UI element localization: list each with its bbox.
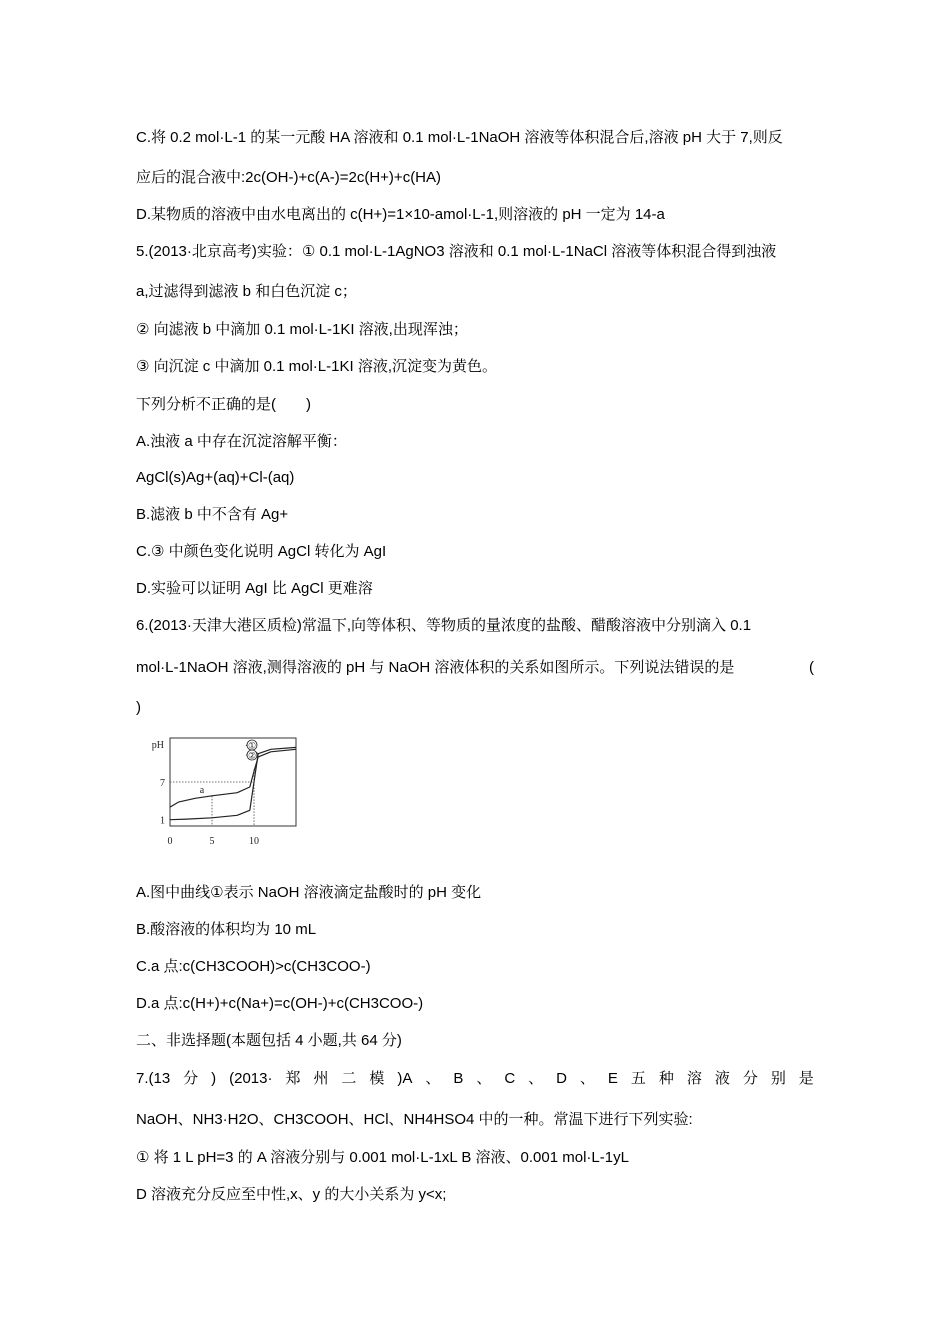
answer-paren-close: ) <box>136 699 141 716</box>
question-7-token: ) <box>211 1070 217 1087</box>
question-6-line-1: 6.(2013·天津大港区质检)常温下,向等体积、等物质的量浓度的盐酸、醋酸溶液中分别滴入 0.1 <box>136 617 752 634</box>
titration-chart <box>146 732 306 850</box>
y-axis-label: pH <box>151 740 164 751</box>
question-7-token: (2013· <box>229 1070 273 1087</box>
question-6-line-2-text: mol·L-1NaOH 溶液,测得溶液的 pH 与 NaOH 溶液体积的关系如图所示。下列说法错误的是 <box>136 659 735 676</box>
question-7-token: 州 <box>313 1070 329 1087</box>
x-tick-label: 0 <box>167 836 173 847</box>
question-7-token: 郑 <box>285 1070 301 1087</box>
question-7-token: 、 <box>579 1070 595 1087</box>
question-5-option-a: A.浊液 a 中存在沉淀溶解平衡： <box>136 433 347 450</box>
series-label: ② <box>247 750 257 761</box>
question-7-token: C <box>504 1070 516 1087</box>
series-label: ① <box>247 740 257 751</box>
question-7-token: 二 <box>341 1070 357 1087</box>
question-7-token: 、 <box>425 1070 441 1087</box>
question-7-token: 、 <box>528 1070 544 1087</box>
question-5-equation: AgCl(s)Ag+(aq)+Cl-(aq) <box>136 469 295 486</box>
question-6-option-a: A.图中曲线①表示 NaOH 溶液滴定盐酸时的 pH 变化 <box>136 884 482 901</box>
curve-1 <box>170 747 296 819</box>
x-tick-label: 5 <box>209 836 215 847</box>
question-6-option-c: C.a 点:c(CH3COOH)>c(CH3COO-) <box>136 958 371 975</box>
question-5-step-3: ③ 向沉淀 c 中滴加 0.1 mol·L-1KI 溶液,沉淀变为黄色。 <box>136 358 497 375</box>
question-5-option-c: C.③ 中颜色变化说明 AgCl 转化为 AgI <box>136 543 387 560</box>
question-4c-line-2: 应后的混合液中:2c(OH-)+c(A-)=2c(H+)+c(HA) <box>136 169 442 186</box>
question-7-step-1-line-1: ① 将 1 L pH=3 的 A 溶液分别与 0.001 mol·L-1xL B 溶液、0.001 mol·L-1yL <box>136 1149 629 1166</box>
question-4c-line-1: C.将 0.2 mol·L-1 的某一元酸 HA 溶液和 0.1 mol·L-1NaOH 溶液等体积混合后,溶液 pH 大于 7,则反 <box>136 129 783 146</box>
question-7-token: 溶 <box>686 1070 702 1087</box>
question-7-token: 分 <box>742 1070 758 1087</box>
question-7-token: 五 <box>630 1070 646 1087</box>
question-7-step-1-line-2: D 溶液充分反应至中性,x、y 的大小关系为 y<x; <box>136 1186 447 1203</box>
question-5-option-d: D.实验可以证明 AgI 比 AgCl 更难溶 <box>136 580 373 597</box>
question-7-token: D <box>556 1070 567 1087</box>
question-5-line-2: a,过滤得到滤液 b 和白色沉淀 c； <box>136 283 357 300</box>
question-5-prompt: 下列分析不正确的是( ) <box>136 396 311 413</box>
question-7-token: 别 <box>770 1070 786 1087</box>
x-tick-label: 10 <box>249 836 259 847</box>
question-6-option-b: B.酸溶液的体积均为 10 mL <box>136 921 317 938</box>
y-tick-label: 7 <box>160 778 165 789</box>
question-7-token: 分 <box>183 1070 199 1087</box>
question-7-token: 7.(13 <box>136 1070 171 1087</box>
question-7-token: 模 <box>369 1070 385 1087</box>
question-7-token: 是 <box>798 1070 814 1087</box>
point-a-label: a <box>199 784 205 796</box>
question-7-line-1 <box>136 1069 814 1089</box>
question-5-option-b: B.滤液 b 中不含有 Ag+ <box>136 506 289 523</box>
question-5-step-2: ② 向滤液 b 中滴加 0.1 mol·L-1KI 溶液,出现浑浊； <box>136 321 468 338</box>
question-4d: D.某物质的溶液中由水电离出的 c(H+)=1×10-amol·L-1,则溶液的 pH 一定为 14-a <box>136 206 665 223</box>
question-7-token: 、 <box>476 1070 492 1087</box>
answer-paren-open: ( <box>809 659 814 676</box>
question-7-token: )A <box>397 1070 413 1087</box>
question-6-line-2 <box>136 658 814 678</box>
question-5-line-1: 5.(2013·北京高考)实验：① 0.1 mol·L-1AgNO3 溶液和 0.1 mol·L-1NaCl 溶液等体积混合得到浊液 <box>136 243 777 260</box>
question-7-line-2: NaOH、NH3·H2O、CH3COOH、HCl、NH4HSO4 中的一种。常温下进行下列实验: <box>136 1111 693 1128</box>
question-6-option-d: D.a 点:c(H+)+c(Na+)=c(OH-)+c(CH3COO-) <box>136 995 424 1012</box>
question-7-token: B <box>453 1070 464 1087</box>
question-7-token: 种 <box>658 1070 674 1087</box>
question-7-token: 液 <box>714 1070 730 1087</box>
curve-2 <box>170 749 296 807</box>
question-7-token: E <box>607 1070 618 1087</box>
section-heading: 二、非选择题(本题包括 4 小题,共 64 分) <box>136 1032 402 1049</box>
y-tick-label: 1 <box>160 815 165 827</box>
